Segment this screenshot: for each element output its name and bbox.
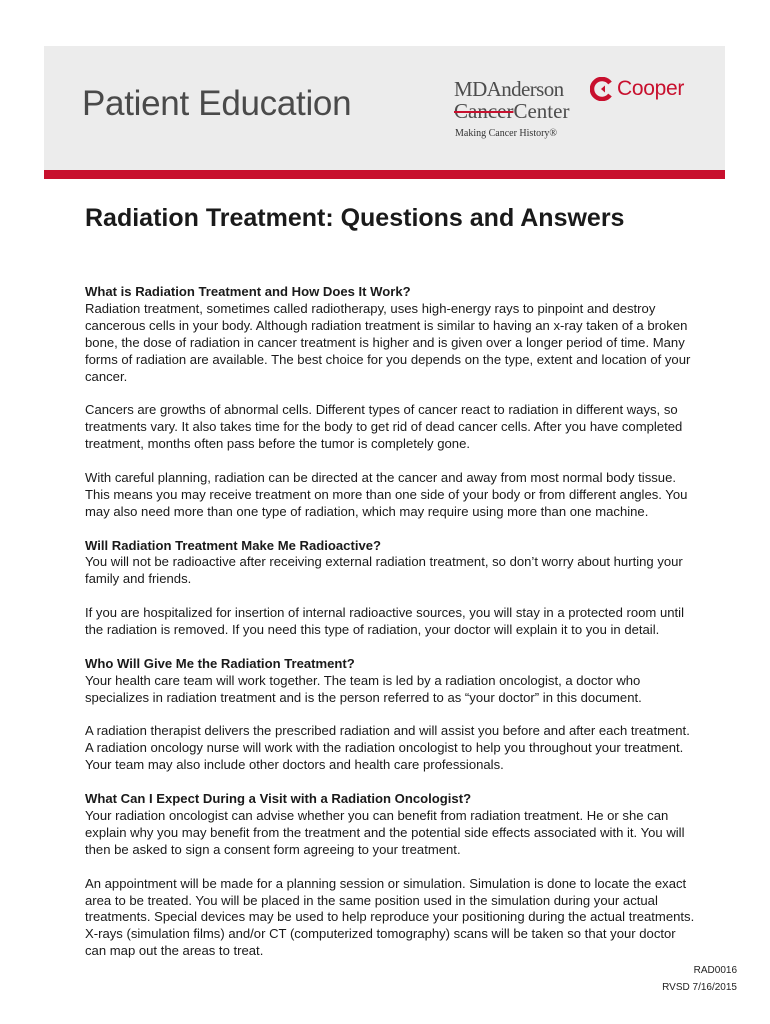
logo-tagline: Making Cancer History® (455, 128, 558, 139)
section-paragraph: An appointment will be made for a planning session or simulation. Simulation is done to locate the exact area to be treated. You will be placed in the same position used in the simulation during your actual treatments. Special devices may be used to help reproduce your positioning during the actual treatments. X-rays (simulation films) and/or CT (computerized tomography) scans will be taken so that your doctor can map out the areas to treat. (85, 875, 695, 959)
section-heading: What is Radiation Treatment and How Does It Work? (85, 284, 411, 299)
header-title: Patient Education (82, 84, 352, 123)
revision-date: RVSD 7/16/2015 (662, 982, 737, 993)
section-heading: What Can I Expect During a Visit with a Radiation Oncologist? (85, 791, 472, 807)
document-code: RAD0016 (693, 965, 737, 976)
md-anderson-cooper-logo (454, 77, 704, 147)
logo-center: Center (513, 99, 570, 123)
logo-cooper: Cooper (617, 77, 685, 100)
section-paragraph: A radiation therapist delivers the prescribed radiation and will assist you before and after each treatment. A radiation oncology nurse will work with the radiation oncologist to help you throughout your treatment. Your team may also include other doctors and health care professionals. (85, 723, 690, 773)
section-paragraph: Your radiation oncologist can advise whether you can benefit from radiation treatment. He or she can explain why you may benefit from the treatment and the potential side effects associated with it. You will then be asked to sign a consent form agreeing to your treatment. (85, 807, 685, 857)
section-paragraph: With careful planning, radiation can be directed at the cancer and away from most normal body tissue. This means you may receive treatment on more than one side of your body or from different angles. You may also need more than one type of radiation, which may require using more than one machine. (85, 469, 688, 519)
section-paragraph: You will not be radioactive after receiving external radiation treatment, so don’t worry about hurting your family and friends. (85, 554, 683, 587)
document-title: Radiation Treatment: Questions and Answers (85, 204, 625, 232)
logo-md-anderson: MDAnderson (454, 77, 564, 101)
header-red-rule (44, 170, 725, 179)
section-paragraph: Cancers are growths of abnormal cells. Different types of cancer react to radiation in different ways, so treatments vary. It also takes time for the body to get rid of dead cancer cells. After you have completed treatment, months often pass before the tumor is completely gone. (85, 402, 683, 452)
cooper-c-icon (590, 77, 614, 101)
logo-cancer-center (454, 99, 569, 124)
section-heading: Will Radiation Treatment Make Me Radioactive? (85, 537, 382, 553)
document-body (85, 284, 700, 977)
logo-cancer-struck: Cancer (454, 99, 514, 123)
document-footer (662, 962, 737, 996)
section-paragraph: Your health care team will work together. The team is led by a radiation oncologist, a doctor who specializes in radiation treatment and is the person referred to as “your doctor” in this document. (85, 672, 642, 705)
section-heading: Who Will Give Me the Radiation Treatment? (85, 655, 355, 671)
section-paragraph: If you are hospitalized for insertion of internal radioactive sources, you will stay in a protected room until the radiation is removed. If you need this type of radiation, your doctor will explain it to you in detail. (85, 605, 684, 638)
section-paragraph: Radiation treatment, sometimes called radiotherapy, uses high-energy rays to pinpoint and destroy cancerous cells in your body. Although radiation treatment is similar to having an x-ray taken of a broken bone, the dose of radiation in cancer treatment is higher and is given over a longer period of time. Many forms of radiation are available. The best choice for you depends on the type, extent and location of your cancer. (85, 300, 691, 384)
